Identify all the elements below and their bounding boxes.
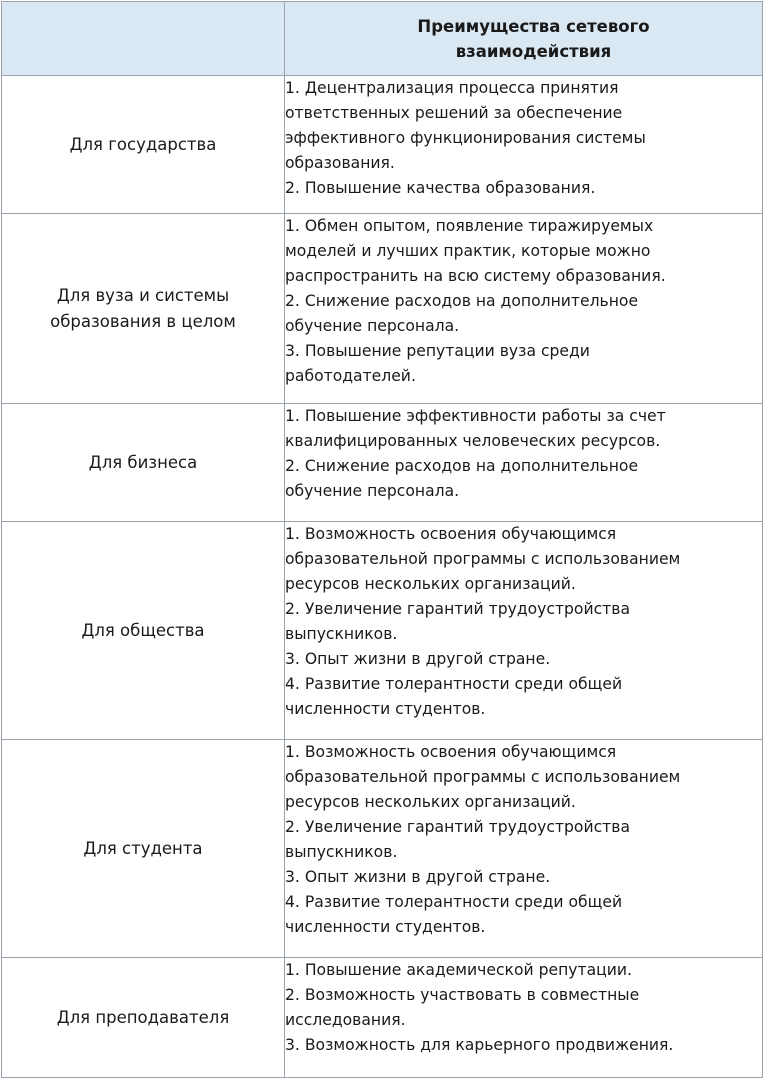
benefit-item: 1. Возможность освоения обучающимся образовательной программы с использованием ресурсов нескольких организаций.	[285, 525, 681, 593]
benefit-item: 1. Возможность освоения обучающимся образовательной программы с использованием ресурсов нескольких организаций.	[285, 743, 681, 811]
stakeholder-cell: Для преподавателя	[2, 958, 285, 1078]
benefits-column-title: Преимущества сетевого взаимодействия	[417, 16, 650, 61]
benefit-item: 2. Увеличение гарантий трудоустройства выпускников.	[285, 600, 631, 643]
header-cell-benefits	[285, 2, 763, 76]
table-row	[2, 404, 763, 522]
benefits-cell	[285, 958, 763, 1078]
header-row	[2, 2, 763, 76]
header-cell-empty	[2, 2, 285, 76]
stakeholder-cell: Для вуза и системы образования в целом	[2, 214, 285, 404]
benefit-item: 4. Развитие толерантности среди общей численности студентов.	[285, 893, 623, 936]
benefit-item: 3. Опыт жизни в другой стране.	[285, 650, 551, 668]
benefit-item: 2. Снижение расходов на дополнительное обучение персонала.	[285, 457, 639, 500]
table-row	[2, 522, 763, 740]
benefits-cell	[285, 214, 763, 404]
benefit-item: 4. Развитие толерантности среди общей численности студентов.	[285, 675, 623, 718]
benefit-item: 3. Возможность для карьерного продвижения.	[285, 1036, 674, 1054]
benefit-item: 1. Повышение академической репутации.	[285, 961, 632, 979]
stakeholder-cell: Для студента	[2, 740, 285, 958]
benefit-item: 2. Возможность участвовать в совместные исследования.	[285, 986, 640, 1029]
table-row	[2, 76, 763, 214]
table-body	[2, 76, 763, 1078]
benefit-item: 1. Обмен опытом, появление тиражируемых моделей и лучших практик, которые можно распространить на всю систему образования.	[285, 217, 666, 285]
benefit-item: 3. Опыт жизни в другой стране.	[285, 868, 551, 886]
stakeholder-cell: Для государства	[2, 76, 285, 214]
stakeholder-cell: Для общества	[2, 522, 285, 740]
benefit-item: 1. Повышение эффективности работы за счет квалифицированных человеческих ресурсов.	[285, 407, 666, 450]
benefits-cell	[285, 522, 763, 740]
benefit-item: 2. Повышение качества образования.	[285, 179, 596, 197]
benefit-item: 3. Повышение репутации вуза среди работодателей.	[285, 342, 590, 385]
benefits-cell	[285, 404, 763, 522]
benefits-cell	[285, 740, 763, 958]
benefit-item: 2. Снижение расходов на дополнительное обучение персонала.	[285, 292, 639, 335]
stakeholder-cell: Для бизнеса	[2, 404, 285, 522]
benefits-table	[1, 1, 763, 1078]
table-row	[2, 740, 763, 958]
benefits-cell	[285, 76, 763, 214]
table-header	[2, 2, 763, 76]
benefit-item: 2. Увеличение гарантий трудоустройства выпускников.	[285, 818, 631, 861]
benefit-item: 1. Децентрализация процесса принятия ответственных решений за обеспечение эффективного функционирования системы образования.	[285, 79, 646, 172]
table-row	[2, 214, 763, 404]
table-row	[2, 958, 763, 1078]
